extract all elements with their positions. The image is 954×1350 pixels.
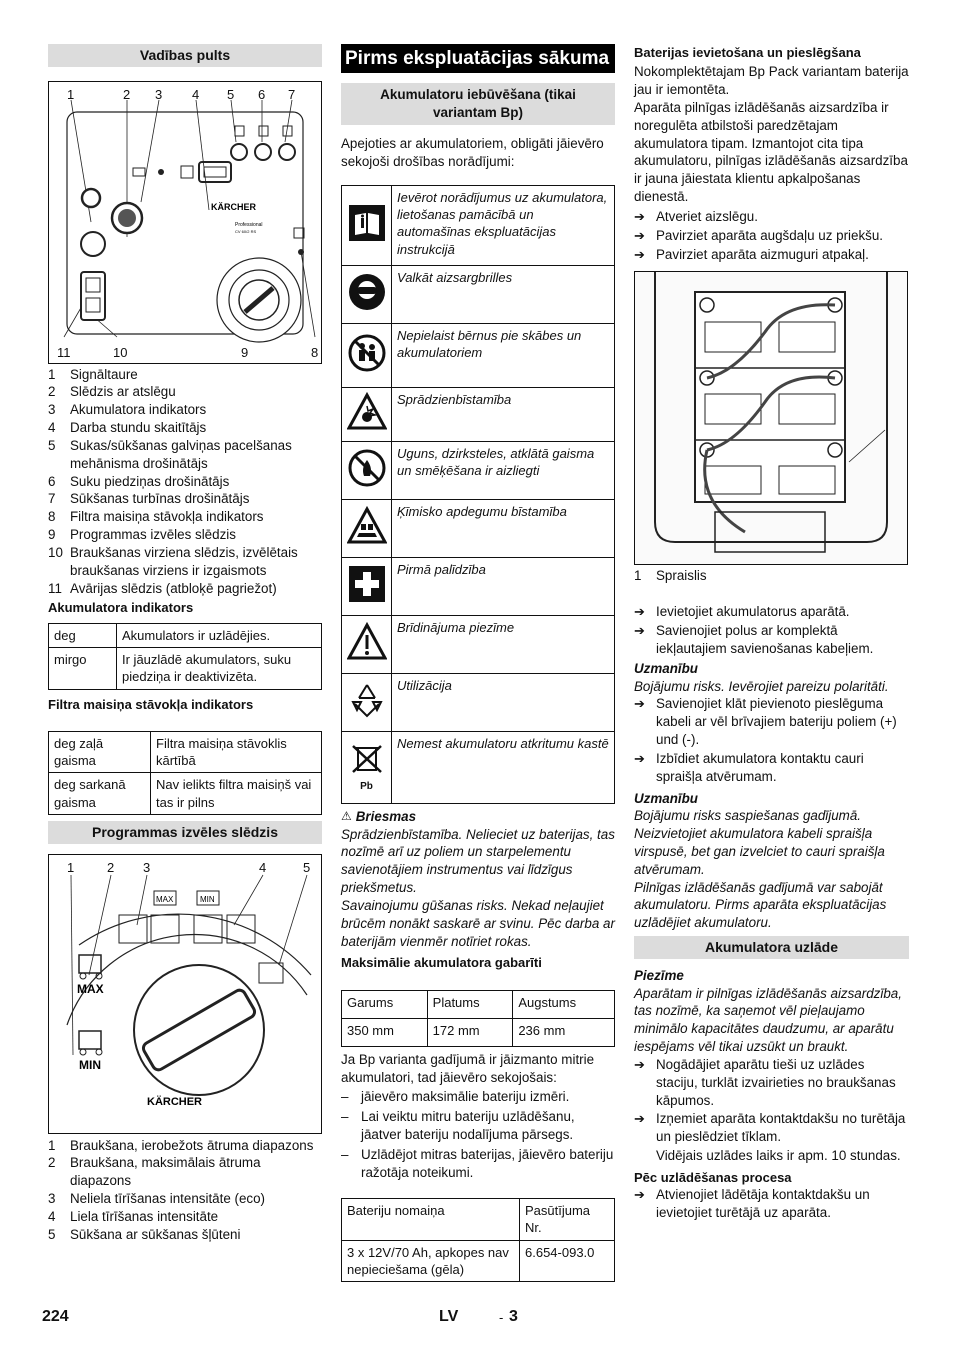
safety-text: Brīdinājuma piezīme — [392, 615, 615, 673]
table-row — [49, 623, 322, 647]
program-switch-heading: Programmas izvēles slēdzis — [48, 821, 322, 844]
safety-text: Utilizācija — [392, 673, 615, 731]
table-cell: Nav ielikts filtra maisiņš vai tas ir pilns — [151, 773, 322, 815]
safety-text: Nepielaist bērnus pie skābes un akumulatoriem — [392, 323, 615, 387]
list-item: 6 Suku piedziņas drošinātājs — [48, 473, 230, 489]
no-fire-icon — [342, 441, 392, 499]
table-cell: deg — [49, 623, 117, 647]
fig2-brand: KÄRCHER — [147, 1095, 202, 1108]
list-item: 9 Programmas izvēles slēdzis — [48, 527, 236, 543]
list-item: 10 Braukšanas virziena slēdzis, izvēlētais braukšanas virziens ir izgaismots — [48, 544, 298, 578]
caution-2-label: Uzmanību — [634, 790, 698, 806]
list-item: ➔ Savienojiet polus ar komplektā iekļautajiem savienošanas kabeļiem. — [634, 623, 874, 656]
list-item: 7 Sūkšanas turbīnas drošinātājs — [48, 491, 250, 507]
list-item: ➔ Pavirziet aparāta augšdaļu uz priekšu. — [634, 227, 884, 243]
fig1-callout: 8 — [311, 344, 319, 360]
list-item: ➔ Izbīdiet akumulatora kontaktu cauri spraišļa atvērumam. — [634, 750, 864, 784]
table-row — [49, 773, 322, 815]
arrow-icon: ➔ — [634, 208, 645, 224]
table-cell: mirgo — [49, 647, 117, 689]
table-cell: 3 x 12V/70 Ah, apkopes nav nepieciešama (gēla) — [342, 1240, 520, 1282]
table-cell: 236 mm — [513, 1018, 615, 1046]
dimensions-heading: Maksimālie akumulatora gabarīti — [341, 955, 542, 971]
table-cell: Garums — [342, 990, 428, 1018]
children-icon — [342, 323, 392, 387]
fig1-callout: 5 — [227, 86, 235, 102]
list-item: 1 Braukšana, ierobežots ātruma diapazons — [48, 1137, 314, 1153]
safety-row — [342, 265, 615, 323]
table-row — [342, 1018, 615, 1046]
fig1-callout: 4 — [192, 86, 200, 102]
safety-text: Ķīmisko apdegumu bīstamība — [392, 499, 615, 557]
battery-intro: Apejoties ar akumulatoriem, obligāti jāievēro sekojoši drošības norādījumi: — [341, 136, 604, 169]
caution-2-text-2: Pilnīgas izlādēšanās gadījumā var sabojāt akumulatoru. Pirms aparāta ekspluatācijas uzlādējiet akumulatoru. — [634, 879, 887, 931]
safety-text: Pirmā palīdzība — [392, 557, 615, 615]
svg-text:Professional: Professional — [235, 221, 263, 228]
safety-row — [342, 387, 615, 441]
insert-heading: Baterijas ievietošana un pieslēgšana — [634, 45, 861, 60]
table-cell: Akumulators ir uzlādējies. — [117, 623, 322, 647]
manual-icon — [342, 185, 392, 265]
safety-table — [341, 185, 615, 804]
list-item: 3 Neliela tīrīšanas intensitāte (eco) — [48, 1191, 266, 1206]
list-item: 8 Filtra maisiņa stāvokļa indikators — [48, 509, 264, 525]
fig1-callout: 1 — [67, 86, 75, 102]
list-item: ➔ Atvienojiet lādētāja kontaktdakšu un ievietojiet turētājā uz aparāta. — [634, 1187, 870, 1220]
table-cell: Pasūtījuma Nr. — [520, 1198, 615, 1240]
list-item: ➔ Izņemiet aparāta kontaktdakšu no turētāja un pieslēdziet tīklam. — [634, 1111, 906, 1145]
safety-row — [342, 731, 615, 803]
battery-indicator-heading: Akumulatora indikators — [48, 600, 194, 616]
note-label: Piezīme — [634, 967, 684, 983]
arrow-icon: ➔ — [634, 623, 645, 639]
program-switch-figure — [48, 854, 322, 1134]
arrow-icon: ➔ — [634, 750, 645, 766]
steps-connect — [634, 695, 909, 785]
table-cell: Ir jāuzlādē akumulators, suku piedziņa ir deaktivizēta. — [117, 647, 322, 689]
control-items-list — [48, 366, 322, 598]
warning-triangle-icon: ⚠ — [341, 808, 352, 823]
fig2-callout: 4 — [259, 859, 267, 875]
fig1-callout: 7 — [288, 86, 296, 102]
safety-text: Sprādzienbīstamība — [392, 387, 615, 441]
list-item: 2 Braukšana, maksimālais ātruma diapazons — [48, 1155, 261, 1189]
arrow-icon: ➔ — [634, 604, 645, 620]
charge-time: Vidējais uzlādes laiks ir apm. 10 stundas. — [656, 1148, 901, 1164]
danger-text-2: Savainojumu gūšanas risks. Nekad neļaujiet brūcēm nonākt saskarē ar svinu. Pēc darba ar baterijām vienmēr notīriet rokas. — [341, 897, 615, 949]
list-item: ➔ Savienojiet klāt pievienoto pieslēguma kabeli ar vēl brīvajiem bateriju poliem (+) und (-). — [634, 696, 897, 748]
program-items-list — [48, 1137, 322, 1244]
caution-1-label: Uzmanību — [634, 660, 698, 676]
steps-charge — [634, 1056, 909, 1146]
column-left — [48, 44, 322, 1243]
footer-separator: - — [499, 1310, 504, 1325]
table-cell: deg sarkanā gaisma — [49, 773, 151, 815]
fig2-callout: 3 — [143, 859, 151, 875]
safety-row — [342, 441, 615, 499]
table-cell: 172 mm — [427, 1018, 513, 1046]
steps-after-charge — [634, 1186, 909, 1222]
list-item: 5 Sūkšana ar sūkšanas šļūteni — [48, 1226, 241, 1242]
danger-label: Briesmas — [355, 808, 417, 824]
table-row — [49, 731, 322, 773]
pb-label: Pb — [360, 780, 373, 792]
list-item: 11 Avārijas slēdzis (atbloķē pagriežot) — [48, 580, 277, 596]
table-cell: Augstums — [513, 990, 615, 1018]
svg-text:MAX: MAX — [77, 981, 104, 996]
battery-section-heading: Akumulatoru iebūvēšana (tikai variantam Bp) — [341, 83, 615, 125]
svg-text:CV 60/2 RS: CV 60/2 RS — [235, 228, 257, 234]
steps-open — [634, 208, 909, 263]
list-item: ➔ Nogādājiet aparātu tieši uz uzlādes staciju, turklāt izvairieties no braukšanas kāpumos. — [634, 1056, 896, 1108]
safety-row — [342, 615, 615, 673]
arrow-icon: ➔ — [634, 1111, 645, 1127]
table-cell: deg zaļā gaisma — [49, 731, 151, 773]
safety-row — [342, 557, 615, 615]
safety-text: Ievērot norādījumus uz akumulatora, lietošanas pamācībā un automašīnas ekspluatācijas instrukcijā — [392, 185, 615, 265]
table-row — [342, 1198, 615, 1240]
bin-icon — [342, 731, 392, 803]
arrow-icon: ➔ — [634, 227, 645, 243]
list-item: – jāievēro maksimālie bateriju izmēri. — [341, 1089, 570, 1105]
safety-row — [342, 185, 615, 265]
recycle-icon — [342, 673, 392, 731]
note-text: Aparātam ir pilnīgas izlādēšanās aizsardzība, tas nozīmē, ka saņemot vēl pieļaujamo minimālo kapacitātes daudzumu, ar aparātu iespējams vēl tikai uzsūkt un braukt. — [634, 985, 902, 1055]
list-item: ➔ Ievietojiet akumulatorus aparātā. — [634, 604, 850, 620]
table-row — [49, 647, 322, 689]
list-item: 1 Signāltaure — [48, 366, 138, 382]
safety-text: Uguns, dzirksteles, atklātā gaisma un smēķēšana ir aizliegti — [392, 441, 615, 499]
fig2-callout: 5 — [303, 859, 311, 875]
arrow-icon: ➔ — [634, 1187, 645, 1203]
list-item: 3 Akumulatora indikators — [48, 402, 207, 418]
control-panel-heading: Vadības pults — [48, 44, 322, 67]
fig1-brand: KÄRCHER — [211, 201, 256, 212]
list-item: – Lai veiktu mitru bateriju uzlādēšanu, jāatver bateriju nodalījuma pārsegs. — [341, 1109, 575, 1143]
fig2-callout: 1 — [67, 859, 75, 875]
caution-2-text-1: Bojājumu risks saspiešanas gadījumā. Neizvietojiet akumulatora kabeli spraišļa virspusē, bet gan izvelciet to cauri spraišļa atvērumam. — [634, 808, 885, 877]
language-code: LV — [439, 1308, 459, 1325]
fig1-callout: 2 — [123, 86, 131, 102]
safety-text: Nemest akumulatoru atkritumu kastē — [392, 731, 615, 803]
explosion-icon — [342, 387, 392, 441]
list-item: 4 Darba stundu skaitītājs — [48, 420, 207, 436]
arrow-icon: ➔ — [634, 246, 645, 262]
list-item: 4 Liela tīrīšanas intensitāte — [48, 1208, 219, 1224]
after-charge-heading: Pēc uzlādēšanas procesa — [634, 1169, 792, 1185]
bp-intro: Ja Bp varianta gadījumā ir jāizmanto mitrie akumulatori, tad jāievēro sekojošais: — [341, 1051, 595, 1085]
safety-row — [342, 323, 615, 387]
main-heading: Pirms ekspluatācijas sākuma — [341, 44, 615, 73]
filter-indicator-table — [48, 731, 322, 815]
filter-indicator-heading: Filtra maisiņa stāvokļa indikators — [48, 696, 254, 712]
battery-indicator-table — [48, 623, 322, 690]
warning-icon — [342, 615, 392, 673]
list-item: 5 Sukas/sūkšanas galviņas pacelšanas mehānisma drošinātājs — [48, 437, 292, 471]
table-cell: Bateriju nomaiņa — [342, 1198, 520, 1240]
column-middle — [341, 44, 615, 1282]
fig1-callout: 3 — [155, 86, 163, 102]
fig1-callout: 11 — [57, 344, 71, 360]
svg-text:MIN: MIN — [79, 1057, 101, 1072]
fig1-callout: 9 — [241, 344, 249, 360]
page-number: 224 — [42, 1308, 69, 1325]
order-table — [341, 1198, 615, 1283]
fig1-callout: 10 — [113, 344, 128, 360]
fig3-caption: 1 Spraislis — [634, 568, 707, 584]
list-item: 2 Slēdzis ar atslēgu — [48, 384, 176, 400]
fig2-callout: 2 — [107, 859, 115, 875]
insert-p2: Aparāta pilnīgas izlādēšanās aizsardzība ir noregulēta atbilstoši paredzētajam akumulatora tipam. Izmantojot cita tipa akumulatoru, pilnīgas izlādēšanās aizsardzība ir jauna jāiestata klientu apkalpošanas dienestā. — [634, 99, 908, 205]
corrosive-icon — [342, 499, 392, 557]
list-item: – Uzlādējot mitras baterijas, jāievēro bateriju ražotāja noteikumi. — [341, 1146, 614, 1180]
danger-label-row — [341, 808, 615, 826]
steps-insert — [634, 603, 909, 657]
arrow-icon: ➔ — [634, 1056, 645, 1072]
battery-figure — [634, 271, 908, 565]
fig1-callout: 6 — [258, 86, 266, 102]
safety-row — [342, 499, 615, 557]
svg-text:MAX: MAX — [156, 894, 174, 904]
table-cell: 6.654-093.0 — [520, 1240, 615, 1282]
charge-heading: Akumulatora uzlāde — [634, 936, 909, 959]
table-cell: Filtra maisiņa stāvoklis kārtībā — [151, 731, 322, 773]
table-row — [342, 1240, 615, 1282]
column-right — [634, 44, 909, 1223]
dimensions-table — [341, 990, 615, 1047]
control-panel-drawing — [49, 82, 321, 363]
first-aid-icon — [342, 557, 392, 615]
table-cell: Platums — [427, 990, 513, 1018]
bp-list — [341, 1088, 615, 1181]
table-row — [342, 990, 615, 1018]
list-item: ➔ Pavirziet aparāta aizmuguri atpakaļ. — [634, 246, 869, 262]
safety-text: Valkāt aizsargbrilles — [392, 265, 615, 323]
program-dial-drawing — [49, 855, 321, 1133]
table-cell: 350 mm — [342, 1018, 428, 1046]
svg-text:MIN: MIN — [200, 894, 215, 904]
list-item: ➔ Atveriet aizslēgu. — [634, 208, 758, 224]
danger-text-1: Sprādzienbīstamība. Nelieciet uz baterijas, tas nozīmē arī uz poliem un starpelementu savienotājiem instrumentus vai līdzīgus priekšmetus. — [341, 826, 615, 896]
caution-1-text: Bojājumu risks. Ievērojiet pareizu polaritāti. — [634, 678, 889, 694]
insert-p1: Nokomplektētajam Bp Pack variantam baterija jau ir iemontēta. — [634, 64, 909, 98]
arrow-icon: ➔ — [634, 696, 645, 712]
goggles-icon — [342, 265, 392, 323]
sub-page-number: 3 — [509, 1308, 518, 1325]
battery-compartment-drawing — [635, 272, 907, 564]
safety-row — [342, 673, 615, 731]
control-panel-figure — [48, 81, 322, 364]
